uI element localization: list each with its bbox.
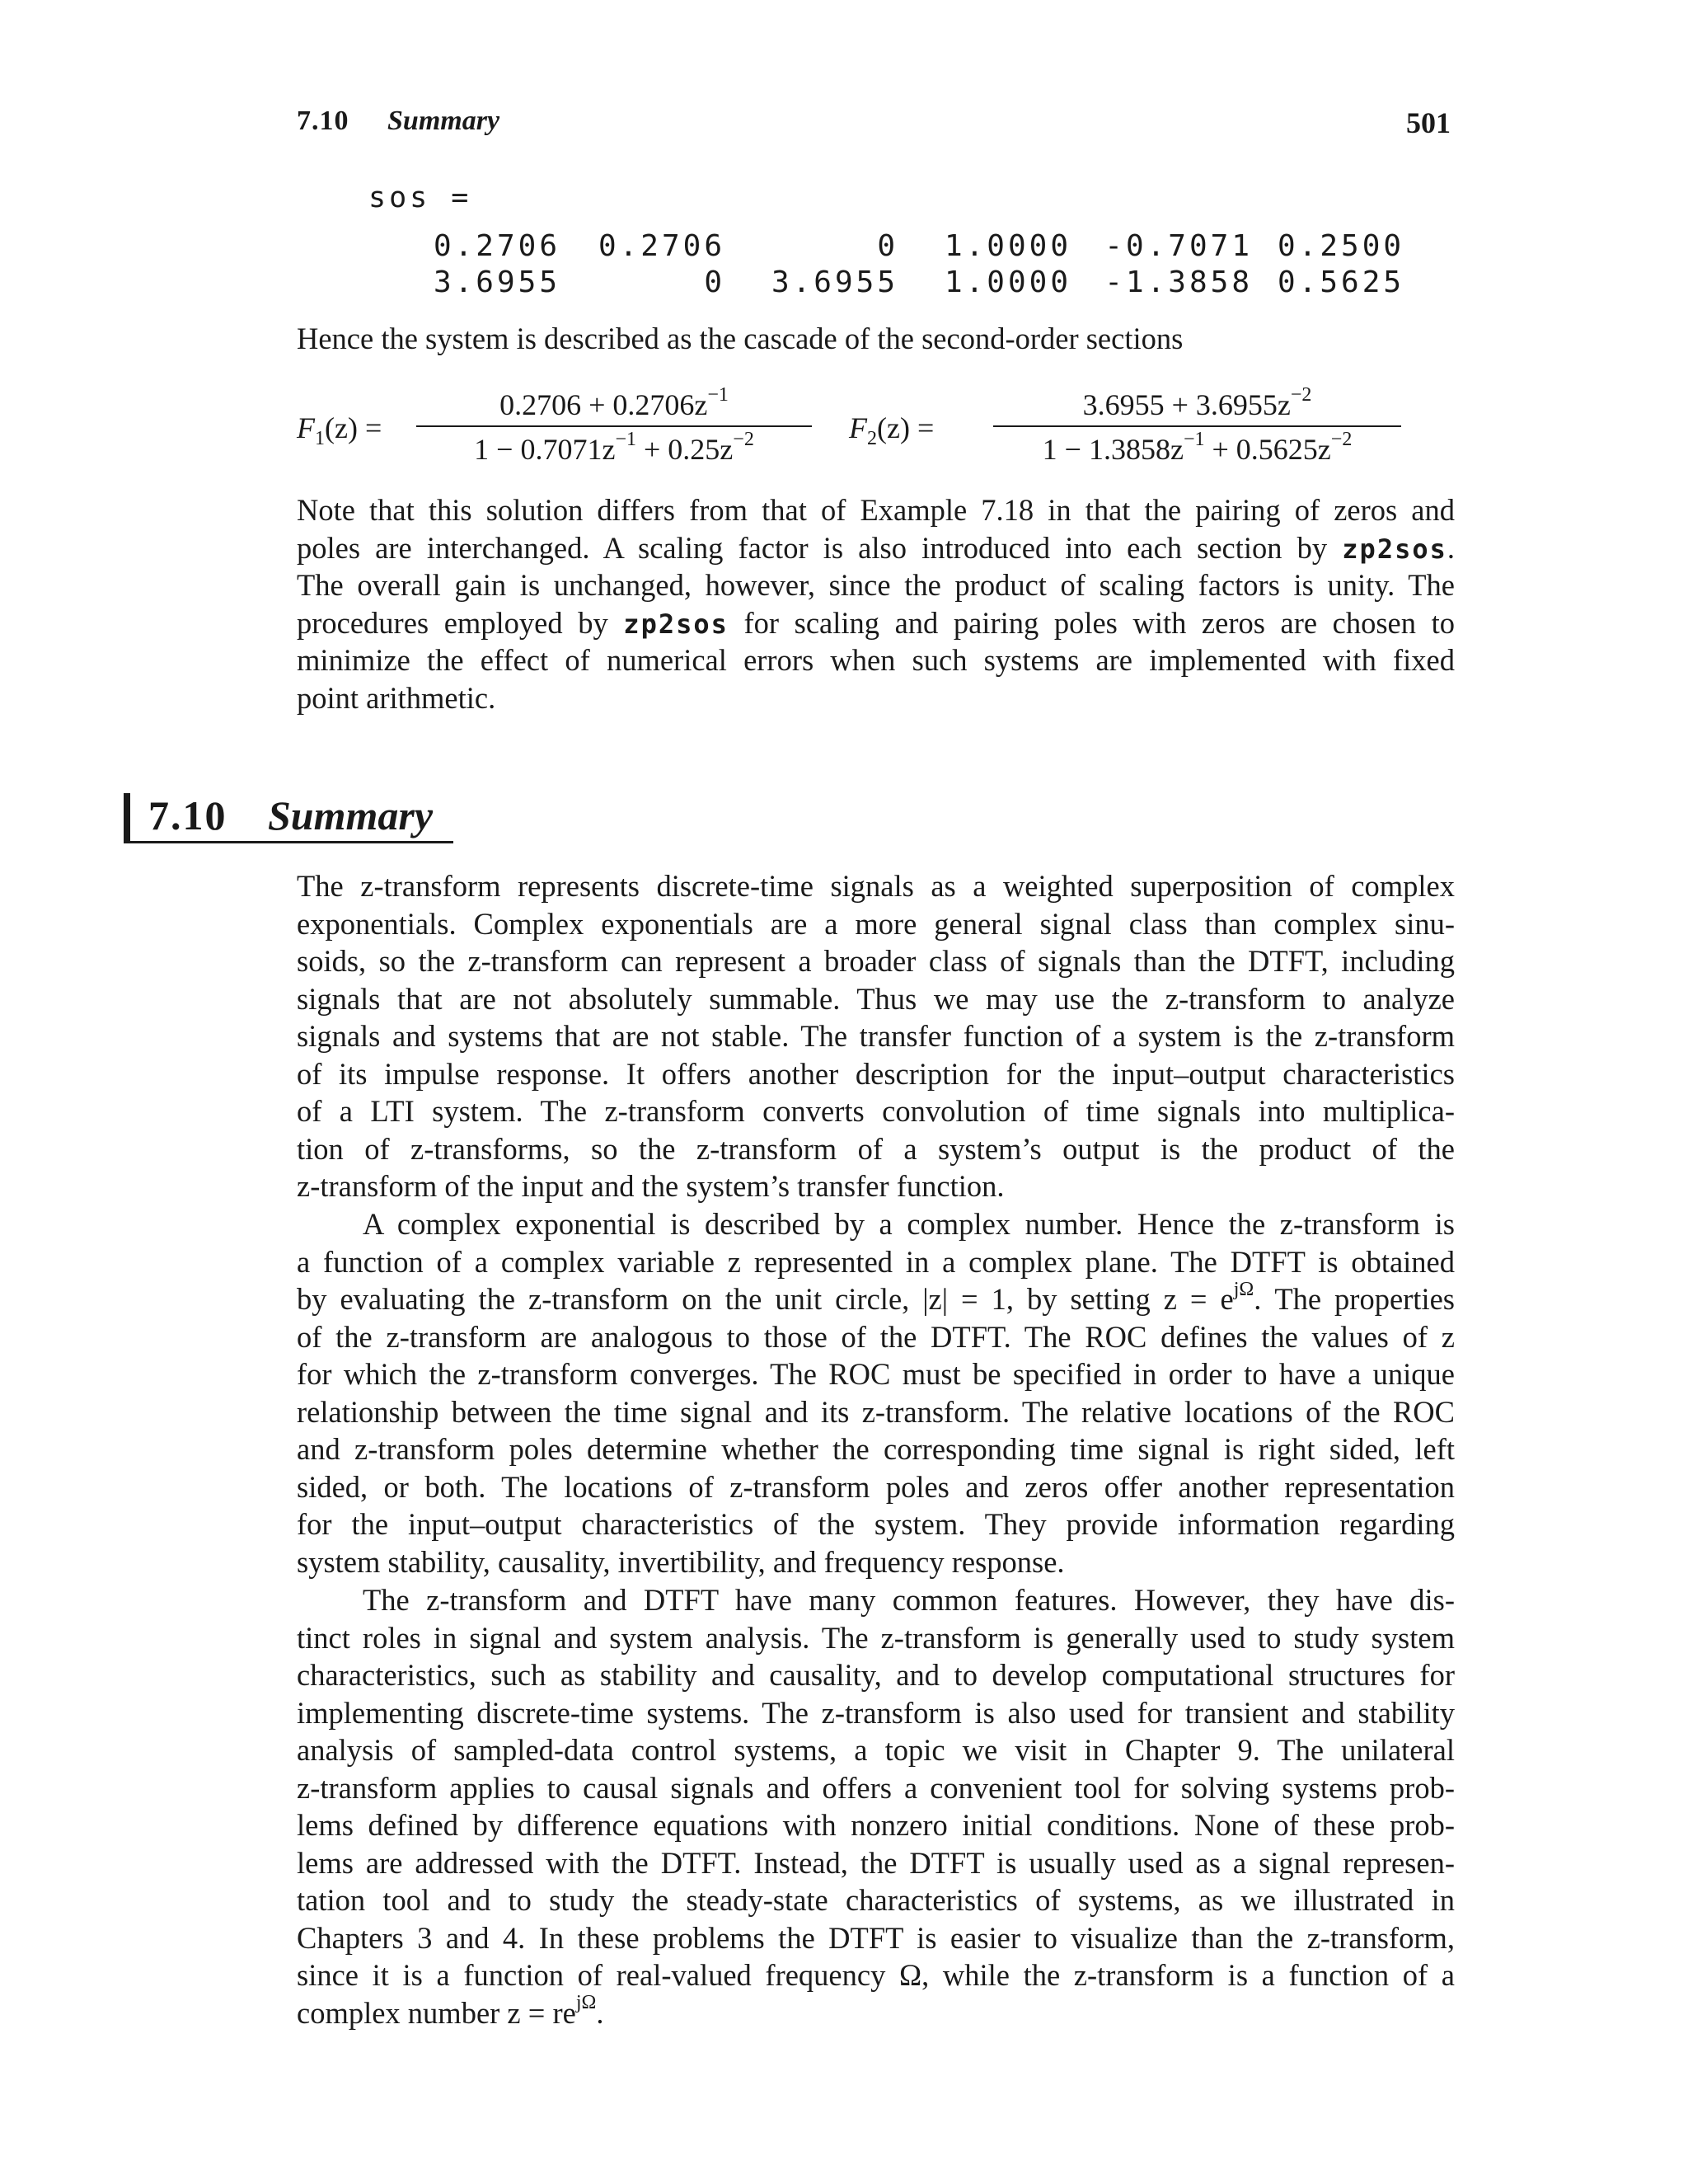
text-line: a function of a complex variable z represented in a complex plane. The DTFT is obtained [297, 1244, 1455, 1279]
sos-cell: -1.3858 [1104, 265, 1253, 299]
code-zp2sos: zp2sos [1342, 533, 1447, 565]
text-line: signals that are not absolutely summable. Thus we may use the z-transform to analyze [297, 981, 1455, 1016]
equation-f1-denominator: $1 - 0.7071z^{-1} + 0.25z^{-2}$ [474, 429, 754, 466]
sos-cell: 3.6955 [771, 265, 898, 299]
text-line: lems are addressed with the DTFT. Instead, the DTFT is usually used as a signal represen- [297, 1845, 1455, 1880]
sos-cell: 0.5625 [1278, 265, 1405, 299]
section-number: 7.10 [148, 792, 227, 838]
text-line: Chapters 3 and 4. In these problems the DTFT is easier to visualize than the z-transform, [297, 1920, 1455, 1955]
sos-cell: 0.2706 [598, 229, 725, 263]
text-line: system stability, causality, invertibility, and frequency response. [297, 1544, 1065, 1579]
fraction-bar [993, 425, 1401, 427]
equation-f2-numerator: $3.6955 + 3.6955z^{-2}$ [1082, 384, 1312, 421]
text-line: The z-transform and DTFT have many common features. However, they have dis- [363, 1583, 1455, 1617]
text-line: of a LTI system. The z-transform converts convolution of time signals into multiplica- [297, 1094, 1455, 1128]
text-line: of the z-transform are analogous to those of the DTFT. The ROC defines the values of z [297, 1319, 1455, 1354]
page-number: 501 [1406, 106, 1451, 139]
text-line: analysis of sampled-data control systems, a topic we visit in Chapter 9. The unilateral [297, 1733, 1455, 1767]
text-line: of its impulse response. It offers another description for the input–output characteristics [297, 1056, 1455, 1091]
note-paragraph [297, 491, 1455, 716]
text-line: z-transform of the input and the system’s transfer function. [297, 1169, 1005, 1203]
text-line: Hence the system is described as the cascade of the second-order sections [297, 322, 1184, 355]
text-line: tinct roles in signal and system analysis. The z-transform is generally used to study system [297, 1620, 1455, 1655]
text-line: for the input–output characteristics of the system. They provide information regarding [297, 1507, 1455, 1541]
sos-cell: -0.7071 [1104, 229, 1253, 263]
text-line: relationship between the time signal and its z-transform. The relative locations of the ROC [297, 1394, 1455, 1429]
sos-cell: 0 [704, 265, 725, 299]
equation-f1-lhs: $F_1(z)$ = [297, 411, 382, 450]
text-line: exponentials. Complex exponentials are a more general signal class than complex sinu- [297, 906, 1455, 941]
sos-label: sos = [368, 181, 472, 214]
text-line: The overall gain is unchanged, however, since the product of scaling factors is unity. The [297, 568, 1455, 602]
summary-paragraph-2 [297, 1205, 1455, 1580]
text-line: soids, so the z-transform can represent a broader class of signals than the DTFT, including [297, 944, 1455, 978]
sos-cell: 3.6955 [433, 265, 560, 299]
text-line: The z-transform represents discrete-time signals as a weighted superposition of complex [297, 869, 1455, 903]
running-head [297, 106, 1451, 147]
sos-row-1 [429, 229, 1405, 267]
equation-f2 [849, 384, 1376, 478]
text-line: Note that this solution differs from that of Example 7.18 in that the pairing of zeros and [297, 493, 1455, 527]
section-heading-bar [124, 793, 130, 843]
summary-paragraph-3 [297, 1581, 1455, 2031]
text-line: minimize the effect of numerical errors when such systems are implemented with fixed [297, 643, 1455, 677]
text-line: and z-transform poles determine whether the corresponding time signal is right sided, left [297, 1432, 1455, 1466]
running-head-section: 7.10 [297, 106, 349, 136]
intro-paragraph [297, 320, 1455, 358]
section-heading-rule [124, 841, 453, 843]
sos-cell: 0.2500 [1278, 229, 1405, 263]
summary-paragraph-1 [297, 867, 1455, 1205]
text-line: poles are interchanged. A scaling factor is also introduced into each section by zp2sos. [297, 530, 1455, 565]
text-line: characteristics, such as stability and causality, and to develop computational structures for [297, 1658, 1455, 1692]
text-line: tion of z-transforms, so the z-transform of a system’s output is the product of the [297, 1131, 1455, 1166]
text-line: sided, or both. The locations of z-transform poles and zeros offer another representation [297, 1469, 1455, 1504]
text-line: z-transform applies to causal signals and offers a convenient tool for solving systems prob- [297, 1770, 1455, 1805]
sos-cell: 1.0000 [944, 265, 1071, 299]
text-line: complex number $z = re^{j\Omega}$. [297, 1992, 604, 2030]
text-line: for which the z-transform converges. The ROC must be specified in order to have a unique [297, 1357, 1455, 1391]
text-line: since it is a function of real-valued frequency Ω, while the z-transform is a function of a [297, 1958, 1455, 1992]
sos-row-2 [429, 265, 1405, 303]
sos-cell: 0.2706 [433, 229, 560, 263]
text-line: procedures employed by zp2sos for scaling and pairing poles with zeros are chosen to [297, 605, 1455, 640]
text-line: A complex exponential is described by a complex number. Hence the z-transform is [363, 1207, 1455, 1241]
text-line: signals and systems that are not stable. The transfer function of a system is the z-transform [297, 1019, 1455, 1053]
equation-f2-denominator: $1 - 1.3858z^{-1} + 0.5625z^{-2}$ [1042, 429, 1353, 466]
code-zp2sos: zp2sos [623, 608, 729, 640]
text-line: point arithmetic. [297, 680, 496, 715]
sos-cell: 0 [877, 229, 898, 263]
text-line: by evaluating the z-transform on the unit circle, |z| = 1, by setting $z = e^{j\Omega}$. The properties [297, 1278, 1455, 1316]
running-head-title: Summary [387, 106, 500, 136]
text-line: lems defined by difference equations with nonzero initial conditions. None of these prob- [297, 1808, 1455, 1842]
equation-f2-lhs: $F_2(z)$ = [849, 411, 935, 450]
section-title: Summary [268, 792, 434, 838]
fraction-bar [416, 425, 812, 427]
text-line: tation tool and to study the steady-state characteristics of systems, as we illustrated in [297, 1883, 1455, 1917]
equation-f1-numerator: $0.2706 + 0.2706z^{-1}$ [499, 384, 729, 421]
equation-f1 [297, 384, 824, 478]
sos-cell: 1.0000 [944, 229, 1071, 263]
text-line: implementing discrete-time systems. The z-transform is also used for transient and stability [297, 1695, 1455, 1730]
